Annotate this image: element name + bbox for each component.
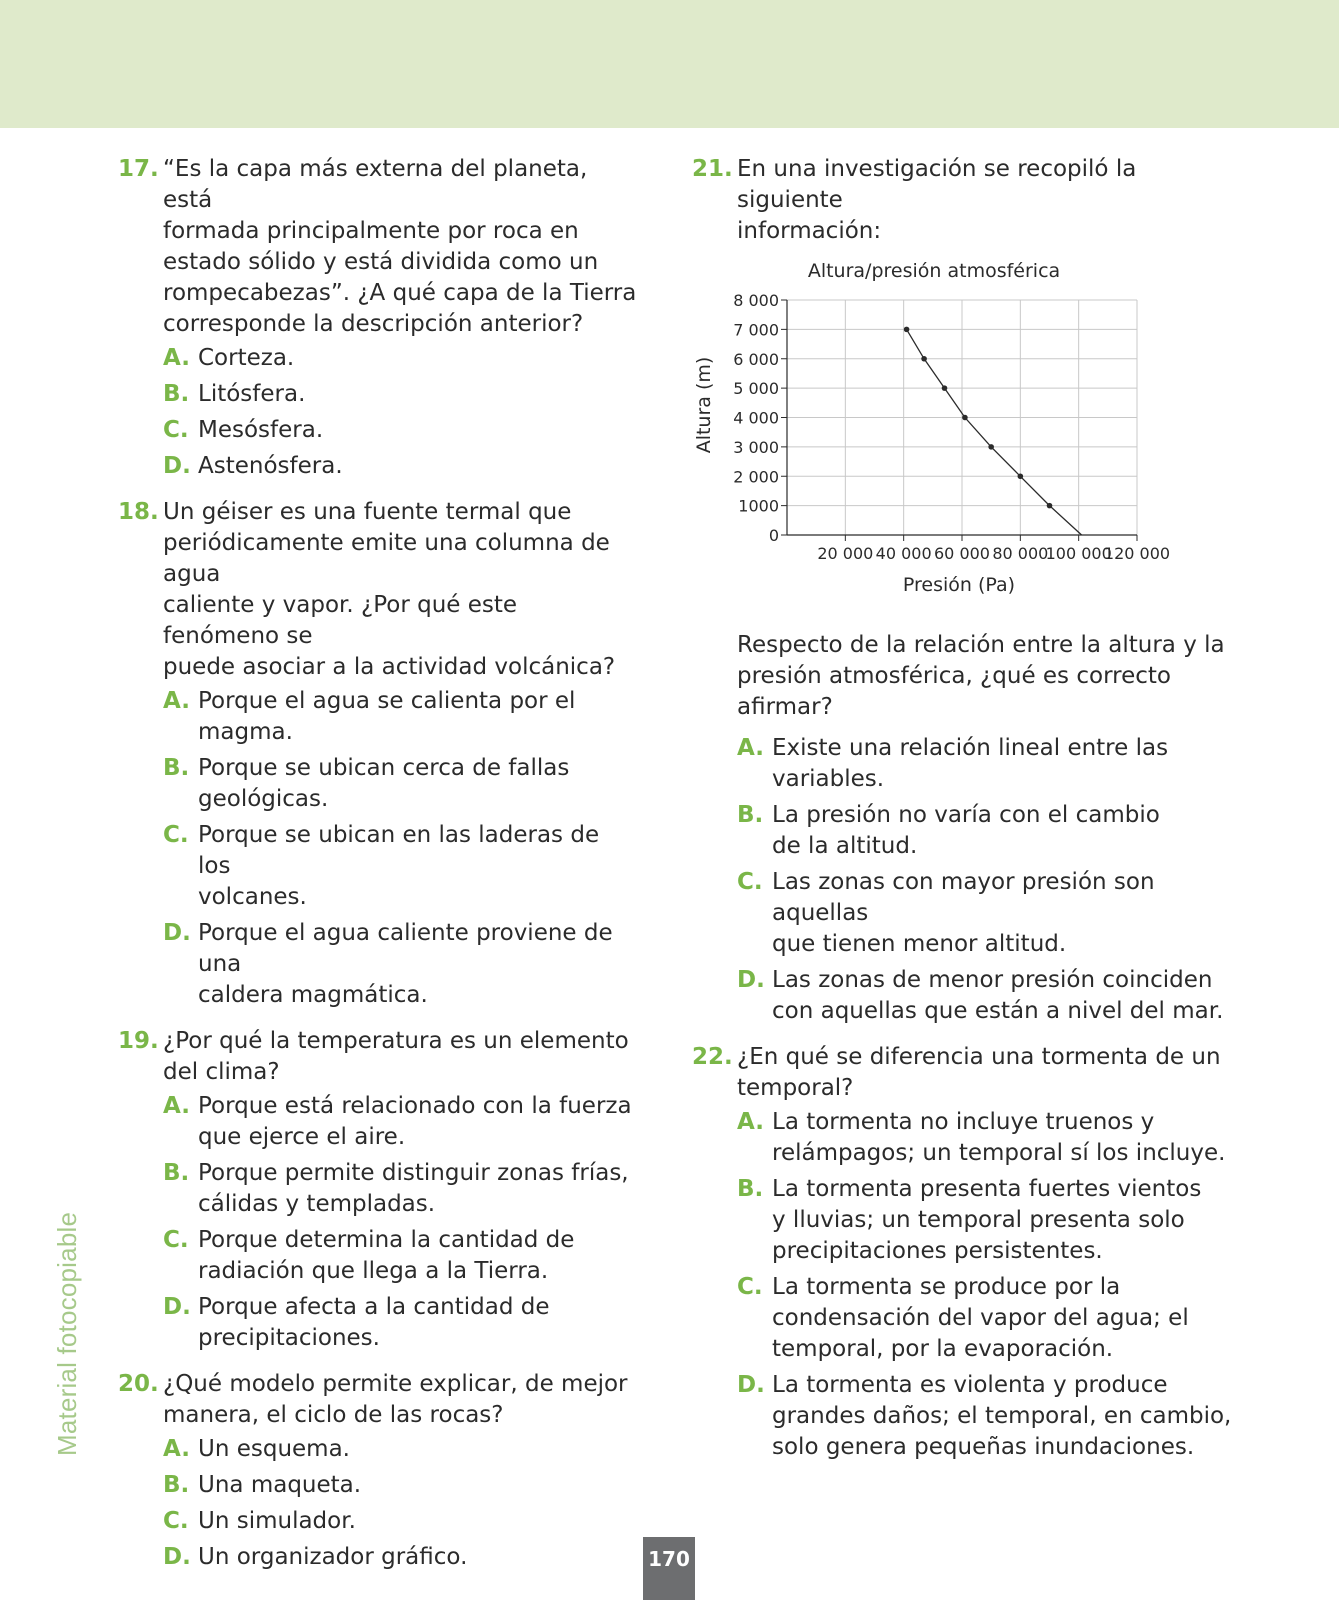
option-d[interactable] bbox=[163, 1292, 638, 1354]
question-text: Un géiser es una fuente termal que periódicamente emite una columna de agua caliente y vapor. ¿Por qué este fenómeno se puede asociar a la actividad volcánica? bbox=[163, 499, 616, 680]
y-tick-label: 7 000 bbox=[733, 320, 779, 340]
option-text: Porque el agua caliente proviene de una caldera magmática. bbox=[198, 920, 613, 1008]
option-b[interactable] bbox=[163, 1158, 638, 1220]
x-tick-label: 40 000 bbox=[875, 544, 932, 563]
option-letter: D. bbox=[737, 1372, 765, 1398]
option-text: La tormenta presenta fuertes vientos y lluvias; un temporal presenta solo precipitaciones persistentes. bbox=[772, 1176, 1202, 1264]
series-line bbox=[907, 329, 1082, 535]
option-letter: D. bbox=[163, 453, 191, 479]
question-text: En una investigación se recopiló la siguiente información: bbox=[737, 156, 1137, 244]
option-c[interactable] bbox=[163, 1225, 638, 1287]
question-number: 18. bbox=[118, 499, 159, 525]
y-tick-label: 8 000 bbox=[733, 291, 779, 310]
option-letter: B. bbox=[737, 802, 764, 828]
option-text: Porque permite distinguir zonas frías, cálidas y templadas. bbox=[198, 1160, 629, 1217]
question-text: ¿Qué modelo permite explicar, de mejor manera, el ciclo de las rocas? bbox=[163, 1371, 628, 1428]
y-tick-label: 1000 bbox=[738, 496, 779, 516]
option-letter: A. bbox=[163, 1093, 190, 1119]
option-letter: D. bbox=[163, 1294, 191, 1320]
option-d[interactable] bbox=[163, 1542, 638, 1573]
option-text: Un simulador. bbox=[198, 1508, 356, 1534]
question-17 bbox=[118, 154, 638, 487]
option-a[interactable] bbox=[163, 1434, 638, 1465]
option-letter: C. bbox=[163, 417, 189, 443]
x-tick-label: 60 000 bbox=[934, 544, 990, 563]
option-c[interactable] bbox=[163, 1506, 638, 1537]
option-letter: B. bbox=[163, 381, 190, 407]
option-a[interactable] bbox=[163, 343, 638, 374]
option-letter: D. bbox=[737, 967, 765, 993]
option-a[interactable] bbox=[163, 1091, 638, 1153]
option-letter: A. bbox=[163, 345, 190, 371]
option-b[interactable] bbox=[163, 379, 638, 410]
altitude-pressure-chart bbox=[692, 255, 1192, 615]
option-letter: A. bbox=[737, 735, 764, 761]
option-text: Corteza. bbox=[198, 345, 295, 371]
question-19 bbox=[118, 1026, 638, 1359]
y-tick-label: 4 000 bbox=[733, 408, 779, 428]
chart-title: Altura/presión atmosférica bbox=[807, 260, 1061, 282]
question-number: 22. bbox=[692, 1044, 733, 1070]
option-text: Porque determina la cantidad de radiación que llega a la Tierra. bbox=[198, 1227, 575, 1284]
y-tick-label: 0 bbox=[768, 526, 779, 545]
option-text: Porque afecta a la cantidad de precipitaciones. bbox=[198, 1294, 550, 1351]
data-point bbox=[942, 385, 948, 391]
option-text: Un esquema. bbox=[198, 1436, 350, 1462]
question-text: ¿Por qué la temperatura es un elemento del clima? bbox=[163, 1028, 629, 1085]
data-point bbox=[921, 356, 927, 362]
x-tick-label: 20 000 bbox=[817, 544, 874, 563]
option-text: La presión no varía con el cambio de la altitud. bbox=[772, 802, 1160, 859]
option-a[interactable] bbox=[737, 1107, 1232, 1169]
data-point bbox=[962, 415, 968, 421]
option-letter: D. bbox=[163, 920, 191, 946]
options-list bbox=[163, 1434, 638, 1573]
question-22 bbox=[692, 1042, 1232, 1468]
option-text: Mesósfera. bbox=[198, 417, 324, 443]
question-18 bbox=[118, 497, 638, 1016]
data-point bbox=[1047, 503, 1053, 509]
option-letter: B. bbox=[163, 1472, 190, 1498]
question-21 bbox=[692, 154, 1232, 1032]
y-tick-label: 6 000 bbox=[733, 349, 779, 369]
data-point bbox=[904, 327, 910, 333]
header-band bbox=[0, 0, 1339, 128]
question-text: “Es la capa más externa del planeta, está formada principalmente por roca en estado sólido y está dividida como un rompecabezas”. ¿A qué capa de la Tierra corresponde la descripción anterior? bbox=[163, 156, 637, 337]
option-text: Una maqueta. bbox=[198, 1472, 362, 1498]
y-tick-label: 5 000 bbox=[733, 379, 779, 399]
option-d[interactable] bbox=[737, 1370, 1232, 1463]
option-text: Las zonas con mayor presión son aquellas que tienen menor altitud. bbox=[772, 869, 1155, 957]
y-tick-label: 3 000 bbox=[733, 437, 779, 457]
option-letter: A. bbox=[163, 1436, 190, 1462]
side-label: Material fotocopiable bbox=[52, 1211, 82, 1456]
option-b[interactable] bbox=[163, 753, 638, 815]
option-b[interactable] bbox=[737, 1174, 1232, 1267]
option-text: Litósfera. bbox=[198, 381, 306, 407]
option-d[interactable] bbox=[737, 965, 1232, 1027]
question-number: 21. bbox=[692, 156, 733, 182]
option-letter: C. bbox=[737, 869, 763, 895]
option-a[interactable] bbox=[163, 686, 638, 748]
x-axis-label: Presión (Pa) bbox=[902, 574, 1016, 596]
option-b[interactable] bbox=[163, 1470, 638, 1501]
option-text: Porque el agua se calienta por el magma. bbox=[198, 688, 576, 745]
option-text: Porque se ubican en las laderas de los volcanes. bbox=[198, 822, 600, 910]
option-letter: B. bbox=[163, 755, 190, 781]
option-text: Astenósfera. bbox=[198, 453, 343, 479]
option-c[interactable] bbox=[163, 415, 638, 446]
option-text: Porque está relacionado con la fuerza que ejerce el aire. bbox=[198, 1093, 632, 1150]
question-20 bbox=[118, 1369, 638, 1578]
question-number: 17. bbox=[118, 156, 159, 182]
option-c[interactable] bbox=[163, 820, 638, 913]
data-point bbox=[1018, 473, 1024, 479]
option-d[interactable] bbox=[163, 451, 638, 482]
option-letter: C. bbox=[737, 1274, 763, 1300]
option-letter: C. bbox=[163, 1508, 189, 1534]
option-b[interactable] bbox=[737, 800, 1232, 862]
option-letter: A. bbox=[163, 688, 190, 714]
option-d[interactable] bbox=[163, 918, 638, 1011]
option-text: La tormenta no incluye truenos y relámpagos; un temporal sí los incluye. bbox=[772, 1109, 1226, 1166]
left-column bbox=[118, 154, 638, 1578]
option-letter: D. bbox=[163, 1544, 191, 1570]
options-list bbox=[737, 733, 1232, 1027]
option-letter: C. bbox=[163, 1227, 189, 1253]
chart-container bbox=[692, 255, 1232, 624]
option-text: Existe una relación lineal entre las variables. bbox=[772, 735, 1169, 792]
right-column bbox=[692, 154, 1232, 1468]
question-number: 20. bbox=[118, 1371, 159, 1397]
option-text: La tormenta es violenta y produce grandes daños; el temporal, en cambio, solo genera pequeñas inundaciones. bbox=[772, 1372, 1232, 1460]
x-tick-label: 120 000 bbox=[1103, 544, 1171, 563]
x-tick-label: 100 000 bbox=[1045, 544, 1112, 563]
options-list bbox=[163, 1091, 638, 1354]
question-number: 19. bbox=[118, 1028, 159, 1054]
option-text: Porque se ubican cerca de fallas geológicas. bbox=[198, 755, 570, 812]
option-c[interactable] bbox=[737, 1272, 1232, 1365]
option-c[interactable] bbox=[737, 867, 1232, 960]
data-point bbox=[988, 444, 994, 450]
page-number: 170 bbox=[643, 1537, 695, 1600]
option-letter: B. bbox=[737, 1176, 764, 1202]
option-letter: B. bbox=[163, 1160, 190, 1186]
option-text: Las zonas de menor presión coinciden con aquellas que están a nivel del mar. bbox=[772, 967, 1224, 1024]
option-text: La tormenta se produce por la condensación del vapor del agua; el temporal, por la evaporación. bbox=[772, 1274, 1189, 1362]
option-text: Un organizador gráfico. bbox=[198, 1544, 468, 1570]
x-tick-label: 80 000 bbox=[992, 544, 1049, 563]
options-list bbox=[737, 1107, 1232, 1463]
option-letter: A. bbox=[737, 1109, 764, 1135]
option-letter: C. bbox=[163, 822, 189, 848]
options-list bbox=[163, 686, 638, 1011]
question-21-prompt: Respecto de la relación entre la altura y la presión atmosférica, ¿qué es correcto afirmar? bbox=[737, 632, 1225, 720]
options-list bbox=[163, 343, 638, 482]
question-text: ¿En qué se diferencia una tormenta de un temporal? bbox=[737, 1044, 1221, 1101]
y-tick-label: 2 000 bbox=[733, 467, 779, 487]
option-a[interactable] bbox=[737, 733, 1232, 795]
y-axis-label: Altura (m) bbox=[693, 356, 715, 454]
